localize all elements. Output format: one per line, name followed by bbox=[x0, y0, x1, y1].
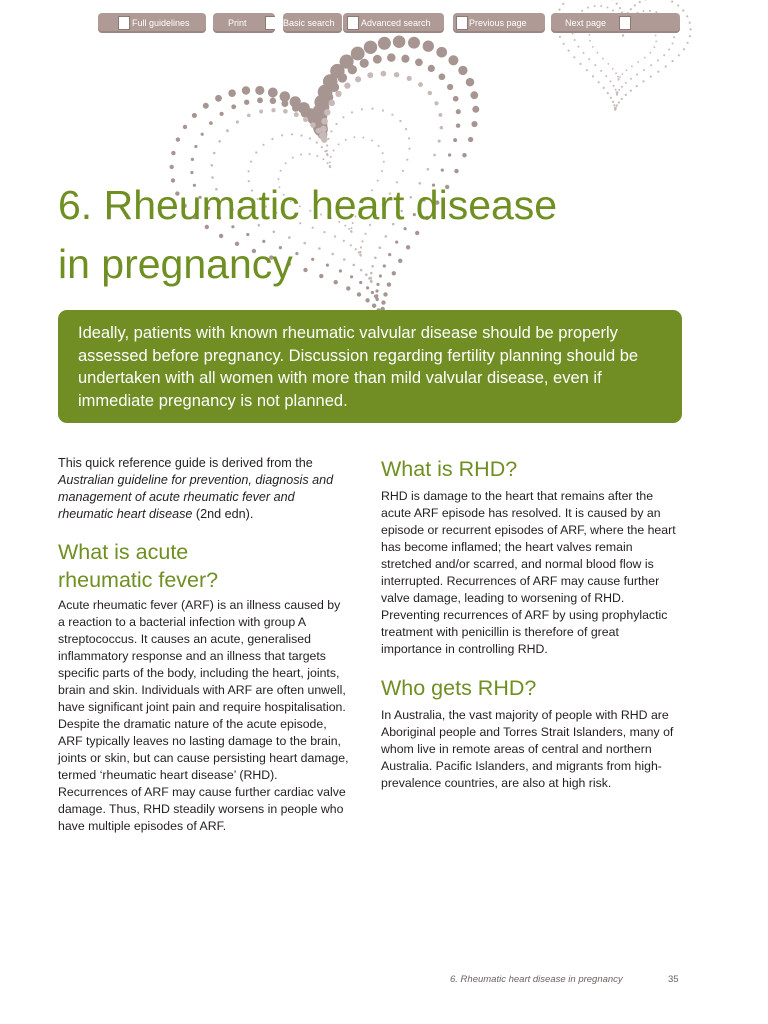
decorative-dot bbox=[215, 95, 222, 102]
decorative-dot bbox=[391, 114, 393, 116]
decorative-dot bbox=[176, 137, 180, 141]
decorative-dot bbox=[621, 86, 623, 88]
decorative-dot bbox=[250, 161, 252, 163]
next-page-label: Next page bbox=[565, 18, 607, 28]
decorative-dot bbox=[448, 153, 451, 156]
decorative-dot bbox=[586, 69, 588, 71]
arf-heading-line-1: What is acute bbox=[58, 540, 189, 564]
decorative-dot bbox=[630, 78, 632, 80]
footer-title: 6. Rheumatic heart disease in pregnancy bbox=[450, 974, 623, 985]
decorative-dot bbox=[262, 144, 264, 146]
decorative-dot bbox=[668, 49, 670, 51]
decorative-dot bbox=[393, 35, 406, 48]
decorative-dot bbox=[563, 43, 565, 45]
decorative-dot bbox=[327, 162, 329, 164]
decorative-dot bbox=[183, 125, 187, 129]
decorative-dot bbox=[374, 295, 377, 298]
decorative-dot bbox=[574, 39, 576, 41]
decorative-dot bbox=[344, 83, 350, 89]
page-title-line-1: 6. Rheumatic heart disease bbox=[58, 182, 558, 228]
decorative-dot bbox=[672, 43, 674, 45]
decorative-dot bbox=[453, 138, 457, 142]
decorative-dot bbox=[381, 300, 385, 304]
decorative-dot bbox=[259, 110, 263, 114]
decorative-dot bbox=[644, 0, 646, 1]
decorative-dot bbox=[614, 107, 616, 109]
decorative-dot bbox=[559, 36, 561, 38]
decorative-dot bbox=[300, 134, 302, 136]
arf-heading-line-2: rheumatic fever? bbox=[58, 568, 219, 592]
decorative-dot bbox=[597, 52, 599, 54]
decorative-dot bbox=[588, 58, 590, 60]
decorative-dot bbox=[247, 114, 251, 118]
decorative-dot bbox=[408, 148, 410, 150]
decorative-dot bbox=[456, 123, 461, 128]
decorative-dot bbox=[615, 89, 617, 91]
decorative-dot bbox=[381, 71, 387, 77]
decorative-dot bbox=[458, 66, 467, 75]
decorative-dot bbox=[285, 162, 287, 164]
decorative-dot bbox=[281, 100, 288, 107]
decorative-dot bbox=[192, 113, 197, 118]
who-gets-rhd-heading: Who gets RHD? bbox=[381, 676, 537, 700]
left-column bbox=[58, 455, 350, 835]
decorative-dot bbox=[280, 170, 282, 172]
decorative-dot bbox=[657, 59, 659, 61]
decorative-dot bbox=[387, 53, 396, 62]
decorative-dot bbox=[399, 120, 401, 122]
decorative-dot bbox=[642, 80, 644, 82]
decorative-dot bbox=[330, 156, 332, 158]
decorative-dot bbox=[209, 121, 213, 125]
decorative-dot bbox=[617, 76, 619, 78]
decorative-dot bbox=[271, 138, 273, 140]
decorative-dot bbox=[671, 1, 673, 3]
decorative-dot bbox=[573, 56, 575, 58]
decorative-dot bbox=[644, 57, 646, 59]
decorative-dot bbox=[309, 153, 311, 155]
decorative-dot bbox=[309, 137, 311, 139]
decorative-dot bbox=[423, 41, 434, 52]
decorative-dot bbox=[382, 152, 384, 154]
intro-suffix: (2nd edn). bbox=[192, 507, 254, 521]
decorative-dot bbox=[248, 170, 250, 172]
decorative-dot bbox=[322, 158, 324, 160]
decorative-dot bbox=[326, 144, 328, 146]
decorative-dot bbox=[607, 63, 609, 65]
decorative-dot bbox=[310, 122, 316, 128]
decorative-dot bbox=[613, 85, 615, 87]
decorative-dot bbox=[345, 139, 347, 141]
decorative-dot bbox=[616, 104, 618, 106]
decorative-dot bbox=[292, 104, 299, 111]
decorative-dot bbox=[427, 168, 430, 171]
decorative-dot bbox=[600, 70, 602, 72]
search-icon bbox=[347, 16, 359, 30]
decorative-dot bbox=[687, 42, 689, 44]
decorative-dot bbox=[643, 10, 645, 12]
decorative-dot bbox=[361, 108, 363, 110]
decorative-dot bbox=[665, 65, 667, 67]
decorative-dot bbox=[657, 71, 659, 73]
decorative-dot bbox=[406, 159, 408, 161]
decorative-dot bbox=[218, 140, 221, 143]
decorative-dot bbox=[324, 109, 331, 116]
guideline-title: Australian guideline for prevention, diagnosis and management of acute rheumatic fever and rheumatic heart disease bbox=[58, 473, 334, 521]
intro-prefix: This quick reference guide is derived from the bbox=[58, 456, 313, 470]
decorative-dot bbox=[373, 55, 382, 64]
decorative-dot bbox=[654, 46, 656, 48]
decorative-dot bbox=[618, 101, 620, 103]
decorative-dot bbox=[170, 165, 174, 169]
decorative-dot bbox=[203, 103, 209, 109]
decorative-dot bbox=[447, 84, 453, 90]
decorative-dot bbox=[636, 85, 638, 87]
decorative-dot bbox=[636, 74, 638, 76]
full-guidelines-button[interactable] bbox=[98, 13, 206, 33]
decorative-dot bbox=[678, 54, 680, 56]
decorative-dot bbox=[211, 164, 214, 167]
decorative-dot bbox=[316, 155, 318, 157]
decorative-dot bbox=[394, 72, 399, 77]
previous-arrow-icon bbox=[456, 16, 468, 30]
decorative-dot bbox=[329, 100, 336, 107]
decorative-dot bbox=[378, 145, 380, 147]
decorative-dot bbox=[291, 133, 293, 135]
decorative-dot bbox=[270, 98, 276, 104]
decorative-dot bbox=[643, 69, 645, 71]
who-gets-rhd-body-text: In Australia, the vast majority of people with RHD are Aboriginal people and Torres Strait Islanders, many of whom live in remote areas of central and northern Australia. Pacific Islanders, and migrants from high-prevalence countries, are also at high risk. bbox=[381, 708, 674, 790]
decorative-dot bbox=[610, 97, 612, 99]
decorative-dot bbox=[382, 109, 384, 111]
decorative-dot bbox=[257, 97, 263, 103]
full-guidelines-label: Full guidelines bbox=[132, 18, 190, 28]
decorative-dot bbox=[292, 157, 294, 159]
decorative-dot bbox=[466, 78, 475, 87]
decorative-dot bbox=[316, 142, 318, 144]
decorative-dot bbox=[448, 55, 458, 65]
decorative-dot bbox=[621, 98, 623, 100]
print-icon bbox=[265, 16, 275, 30]
arf-heading bbox=[58, 538, 350, 594]
decorative-dot bbox=[402, 170, 404, 172]
advanced-search-label: Advanced search bbox=[361, 18, 431, 28]
decorative-dot bbox=[281, 134, 283, 136]
decorative-dot bbox=[649, 10, 651, 12]
decorative-dot bbox=[587, 7, 589, 9]
page-title bbox=[58, 176, 698, 294]
decorative-dot bbox=[673, 36, 675, 38]
decorative-dot bbox=[355, 76, 361, 82]
decorative-dot bbox=[201, 133, 204, 136]
decorative-dot bbox=[438, 113, 442, 117]
decorative-dot bbox=[616, 93, 618, 95]
decorative-dot bbox=[568, 50, 570, 52]
decorative-dot bbox=[592, 46, 594, 48]
decorative-dot bbox=[428, 91, 433, 96]
decorative-dot bbox=[558, 9, 560, 11]
decorative-dot bbox=[630, 90, 632, 92]
decorative-dot bbox=[655, 41, 657, 43]
decorative-dot bbox=[316, 128, 322, 134]
decorative-dot bbox=[594, 64, 596, 66]
decorative-dot bbox=[607, 7, 609, 9]
decorative-dot bbox=[213, 152, 216, 155]
decorative-dot bbox=[440, 126, 444, 130]
decorative-dot bbox=[351, 47, 365, 61]
decorative-dot bbox=[303, 117, 308, 122]
decorative-dot bbox=[615, 72, 617, 74]
decorative-dot bbox=[268, 88, 278, 98]
decorative-dot bbox=[454, 169, 458, 173]
decorative-dot bbox=[381, 170, 383, 172]
decorative-dot bbox=[578, 46, 580, 48]
decorative-dot bbox=[294, 112, 299, 117]
decorative-dot bbox=[244, 100, 249, 105]
decorative-dot bbox=[612, 10, 614, 12]
decorative-dot bbox=[462, 153, 466, 157]
decorative-dot bbox=[321, 146, 323, 148]
decorative-dot bbox=[371, 140, 373, 142]
decorative-dot bbox=[616, 91, 618, 93]
decorative-dot bbox=[324, 150, 326, 152]
decorative-dot bbox=[418, 82, 423, 87]
decorative-dot bbox=[191, 158, 194, 161]
decorative-dot bbox=[650, 52, 652, 54]
decorative-dot bbox=[378, 37, 391, 50]
decorative-dot bbox=[226, 129, 229, 132]
decorative-dot bbox=[321, 118, 328, 125]
advanced-search-button[interactable] bbox=[343, 13, 444, 33]
decorative-dot bbox=[335, 91, 341, 97]
decorative-dot bbox=[619, 76, 621, 78]
basic-search-label: Basic search bbox=[283, 18, 335, 28]
decorative-dot bbox=[436, 47, 447, 58]
decorative-dot bbox=[194, 145, 197, 148]
decorative-dot bbox=[364, 41, 377, 54]
decorative-dot bbox=[338, 143, 340, 145]
decorative-dot bbox=[330, 130, 332, 132]
decorative-dot bbox=[637, 61, 639, 63]
decorative-dot bbox=[335, 123, 337, 125]
intro-paragraph bbox=[58, 455, 350, 523]
rhd-heading: What is RHD? bbox=[381, 457, 518, 481]
decorative-dot bbox=[598, 81, 600, 83]
decorative-dot bbox=[321, 136, 327, 142]
decorative-dot bbox=[562, 3, 564, 5]
decorative-dot bbox=[583, 52, 585, 54]
decorative-dot bbox=[639, 1, 641, 3]
decorative-dot bbox=[329, 165, 331, 167]
decorative-dot bbox=[439, 73, 446, 80]
decorative-dot bbox=[337, 73, 347, 83]
right-column bbox=[381, 455, 681, 792]
decorative-dot bbox=[353, 136, 355, 138]
decorative-dot bbox=[329, 161, 331, 163]
decorative-dot bbox=[271, 108, 275, 112]
print-button[interactable] bbox=[213, 13, 275, 33]
decorative-dot bbox=[589, 40, 591, 42]
key-message-text: Ideally, patients with known rheumatic valvular disease should be properly assessed before pregnancy. Discussion regarding fertility planning should be undertaken with all women with more than mild valvular disease, even if immediate pregnancy is not planned. bbox=[78, 324, 639, 410]
decorative-dot bbox=[471, 121, 477, 127]
decorative-dot bbox=[219, 112, 223, 116]
page-title-line-2: in pregnancy bbox=[58, 241, 293, 287]
decorative-dot bbox=[300, 154, 302, 156]
decorative-dot bbox=[602, 58, 604, 60]
decorative-dot bbox=[618, 78, 620, 80]
decorative-dot bbox=[630, 8, 632, 10]
decorative-dot bbox=[383, 161, 385, 163]
decorative-dot bbox=[255, 151, 257, 153]
decorative-dot bbox=[613, 104, 615, 106]
navigation-bar bbox=[0, 13, 768, 35]
decorative-dot bbox=[472, 106, 479, 113]
decorative-dot bbox=[453, 96, 459, 102]
previous-page-label: Previous page bbox=[469, 18, 527, 28]
decorative-dot bbox=[677, 4, 679, 6]
decorative-dot bbox=[470, 91, 478, 99]
print-label: Print bbox=[228, 18, 247, 28]
decorative-dot bbox=[603, 87, 605, 89]
decorative-dot bbox=[283, 109, 288, 114]
decorative-dot bbox=[428, 65, 435, 72]
decorative-dot bbox=[326, 153, 328, 155]
decorative-dot bbox=[683, 48, 685, 50]
decorative-dot bbox=[415, 58, 423, 66]
decorative-dot bbox=[190, 171, 193, 174]
decorative-dot bbox=[689, 35, 691, 37]
decorative-dot bbox=[405, 128, 407, 130]
decorative-dot bbox=[612, 68, 614, 70]
decorative-dot bbox=[351, 111, 353, 113]
decorative-dot bbox=[327, 138, 329, 140]
decorative-dot bbox=[408, 37, 420, 49]
decorative-dot bbox=[242, 86, 250, 94]
decorative-dot bbox=[619, 7, 621, 9]
key-message-callout bbox=[58, 310, 682, 423]
decorative-dot bbox=[408, 137, 410, 139]
next-arrow-icon bbox=[619, 16, 631, 30]
decorative-dot bbox=[592, 75, 594, 77]
decorative-dot bbox=[228, 89, 236, 97]
decorative-dot bbox=[622, 73, 624, 75]
decorative-dot bbox=[372, 304, 376, 308]
decorative-dot bbox=[600, 5, 602, 7]
decorative-dot bbox=[329, 82, 339, 92]
page-number: 35 bbox=[668, 974, 679, 985]
decorative-dot bbox=[682, 9, 684, 11]
decorative-dot bbox=[407, 76, 412, 81]
decorative-dot bbox=[625, 94, 627, 96]
decorative-dot bbox=[362, 137, 364, 139]
decorative-dot bbox=[594, 5, 596, 7]
decorative-dot bbox=[456, 109, 461, 114]
decorative-dot bbox=[433, 154, 436, 157]
decorative-dot bbox=[333, 150, 335, 152]
decorative-dot bbox=[438, 140, 441, 143]
decorative-dot bbox=[650, 64, 652, 66]
decorative-dot bbox=[634, 4, 636, 6]
decorative-dot bbox=[607, 92, 609, 94]
decorative-dot bbox=[631, 65, 633, 67]
decorative-dot bbox=[612, 101, 614, 103]
arf-body-text: Acute rheumatic fever (ARF) is an illness caused by a reaction to a bacterial infection with group A streptococcus. It causes an acute, generalised inflammatory response and an illness that targets specific parts of the body, including the heart, joints, brain and skin. Individuals with ARF are often unwell, have significant joint pain and require hospitalisation. Despite the dramatic nature of the acute episode, ARF typically leaves no lasting damage to the brain, joints or skin, but can cause persisting heart damage, termed ‘rheumatic heart disease’ (RHD). Recurrences of ARF may cause further cardiac valve damage. Thus, RHD steadily worsens in people who have multiple episodes of ARF. bbox=[58, 598, 349, 833]
next-page-button[interactable] bbox=[551, 13, 680, 33]
decorative-dot bbox=[342, 116, 344, 118]
decorative-dot bbox=[672, 60, 674, 62]
decorative-dot bbox=[468, 137, 473, 142]
decorative-dot bbox=[371, 108, 373, 110]
decorative-dot bbox=[301, 110, 309, 118]
decorative-dot bbox=[401, 55, 409, 63]
decorative-dot bbox=[255, 86, 264, 95]
decorative-dot bbox=[171, 151, 175, 155]
decorative-dot bbox=[610, 80, 612, 82]
decorative-dot bbox=[581, 10, 583, 12]
decorative-dot bbox=[365, 298, 369, 302]
decorative-dot bbox=[618, 89, 620, 91]
rhd-body-text: RHD is damage to the heart that remains after the acute ARF episode has resolved. It is caused by an episode or recurrent episodes of ARF, where the heart has become inflamed; the heart valves remain stretched and/or scarred, and normal blood flow is interrupted. Recurrences of ARF may cause further valve damage, leading to worsening of RHD. Preventing recurrences of ARF by using prophylactic treatment with penicillin is therefore of great importance in controlling RHD. bbox=[381, 489, 676, 656]
decorative-dot bbox=[367, 72, 373, 78]
decorative-dot bbox=[616, 3, 618, 5]
decorative-dot bbox=[625, 82, 627, 84]
decorative-dot bbox=[626, 69, 628, 71]
decorative-dot bbox=[348, 65, 357, 74]
previous-page-button[interactable] bbox=[453, 13, 545, 33]
section-spacer bbox=[381, 658, 681, 674]
decorative-dot bbox=[231, 104, 236, 109]
decorative-dot bbox=[650, 76, 652, 78]
decorative-dot bbox=[605, 75, 607, 77]
decorative-dot bbox=[663, 54, 665, 56]
decorative-dot bbox=[434, 101, 438, 105]
decorative-dot bbox=[579, 63, 581, 65]
checkbox-icon bbox=[118, 16, 130, 30]
decorative-dot bbox=[236, 120, 239, 123]
decorative-dot bbox=[360, 59, 369, 68]
decorative-dot bbox=[441, 169, 444, 172]
basic-search-button[interactable] bbox=[283, 13, 342, 33]
